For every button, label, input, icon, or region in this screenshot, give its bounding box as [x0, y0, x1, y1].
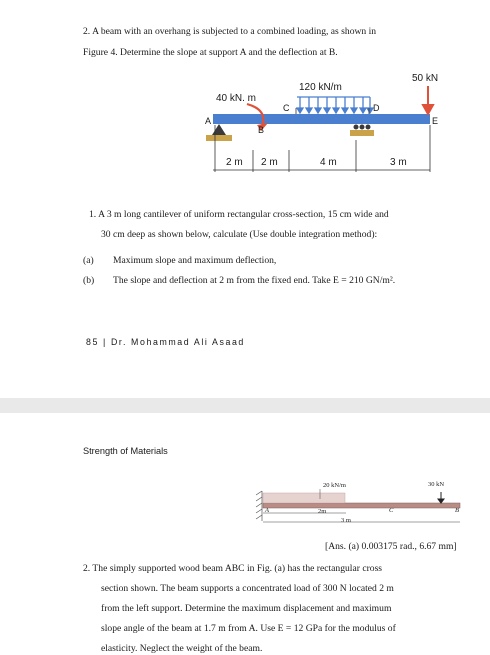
item-b-marker: (b)	[83, 275, 95, 286]
dimension-2: 2 m	[261, 157, 278, 168]
label-b: B	[258, 125, 265, 135]
label-a: A	[205, 116, 212, 126]
problem-2b-line-4: slope angle of the beam at 1.7 m from A. Use E = 12 GPa for the modulus of	[101, 623, 396, 634]
cantilever-drawing	[0, 413, 490, 533]
item-a-text: Maximum slope and maximum deflection,	[113, 255, 277, 266]
document-page-2	[0, 413, 490, 655]
cantilever-beam	[263, 503, 460, 508]
dimension-1: 2 m	[226, 157, 243, 168]
problem-1-line-2: 30 cm deep as shown below, calculate (Use double integration method):	[101, 229, 378, 240]
label-udl-20: 20 kN/m	[323, 482, 346, 489]
fixed-wall	[256, 491, 262, 521]
answer: [Ans. (a) 0.003175 rad., 6.67 mm]	[325, 541, 457, 552]
point-load-arrow	[423, 86, 433, 114]
point-load-30kn	[438, 492, 444, 503]
label-b: B	[455, 507, 459, 514]
problem-2-line-1: 2. A beam with an overhang is subjected to a combined loading, as shown in	[83, 26, 377, 37]
label-a: A	[265, 507, 269, 514]
label-d: D	[373, 103, 380, 113]
problem-2-line-2: Figure 4. Determine the slope at support A and the deflection at B.	[83, 47, 338, 58]
dimension-4: 3 m	[390, 157, 407, 168]
problem-1-line-1: 1. A 3 m long cantilever of uniform rectangular cross-section, 15 cm wide and	[89, 209, 389, 220]
label-c: C	[389, 507, 394, 514]
problem-2b-line-1: 2. The simply supported wood beam ABC in Fig. (a) has the rectangular cross	[83, 563, 383, 574]
support-a	[206, 124, 232, 141]
beam	[213, 114, 430, 124]
support-d	[350, 125, 374, 137]
problem-2b-line-2: section shown. The beam supports a concentrated load of 300 N located 2 m	[101, 583, 394, 594]
udl-arrows	[297, 97, 373, 113]
label-udl: 120 kN/m	[299, 82, 342, 93]
dimension-3: 4 m	[320, 157, 337, 168]
label-e: E	[432, 116, 439, 126]
dimension-2m: 2m	[318, 508, 327, 515]
item-a-marker: (a)	[83, 255, 94, 266]
item-b-text: The slope and deflection at 2 m from the fixed end. Take E = 210 GN/m².	[113, 275, 396, 286]
label-50kn: 50 kN	[412, 73, 439, 84]
label-c: C	[283, 103, 290, 113]
problem-2b-line-5: elasticity. Neglect the weight of the beam.	[101, 643, 263, 654]
distributed-load	[263, 493, 345, 503]
label-moment: 40 kN. m	[216, 93, 257, 104]
page-footer: 85 | Dr. Mohammad Ali Asaad	[86, 337, 245, 347]
problem-2b-line-3: from the left support. Determine the maximum displacement and maximum	[101, 603, 392, 614]
label-30kn: 30 kN	[428, 481, 445, 488]
dimension-3m: 3 m	[341, 517, 351, 524]
running-header: Strength of Materials	[83, 446, 168, 456]
